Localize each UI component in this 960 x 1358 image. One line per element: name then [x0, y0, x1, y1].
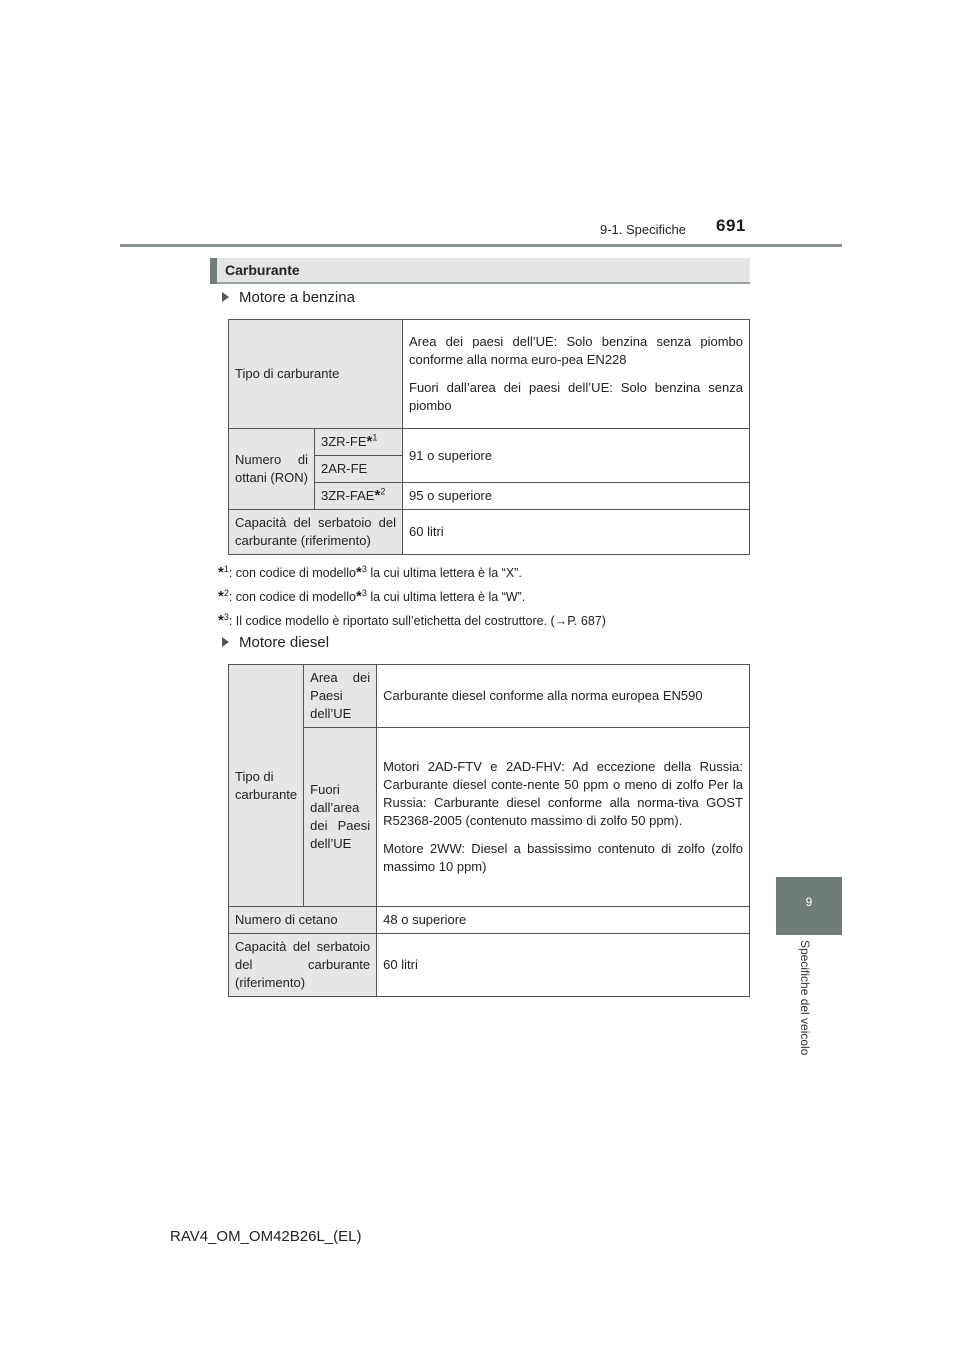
footnote-mark: * [218, 612, 224, 629]
footnote-ref: 3 [361, 563, 367, 574]
header-section: 9-1. Specifiche [600, 222, 686, 237]
footnote-text: : Il codice modello è riportato sull’etichetta del costruttore. (→P. 687) [228, 614, 606, 628]
triangle-bullet-icon [222, 292, 229, 302]
section-title-bar [210, 258, 750, 284]
footnote-mark: * [374, 487, 381, 504]
diesel-fuel-type-label: Tipo di carburante [229, 665, 304, 907]
diesel-heading [222, 634, 329, 651]
chapter-tab [776, 877, 842, 935]
table-row [229, 934, 750, 997]
tank-capacity-value: 60 litri [403, 510, 750, 555]
footnote-mark: * [356, 564, 362, 581]
section-title-marker [210, 258, 217, 284]
footnote-text: la cui ultima lettera è la “W”. [366, 590, 526, 604]
fuel-type-non-eu: Fuori dall’area dei paesi dell’UE: Solo benzina senza piombo [409, 380, 743, 413]
footnote-ref: 3 [361, 587, 367, 598]
footnote-ref: 2 [380, 486, 386, 497]
diesel-eu-value: Carburante diesel conforme alla norma europea EN590 [377, 665, 750, 728]
diesel-non-eu-value [377, 728, 750, 907]
chapter-number: 9 [805, 895, 813, 909]
diesel-spec-table [228, 664, 750, 997]
fuel-type-value [403, 320, 750, 429]
footnote-ref: 1 [372, 432, 378, 443]
footnote-2 [218, 588, 525, 605]
cetane-label: Numero di cetano [229, 907, 377, 934]
table-row [229, 510, 750, 555]
footnote-ref: 3 [223, 611, 229, 622]
petrol-heading [222, 289, 355, 306]
diesel-tank-capacity-value: 60 litri [377, 934, 750, 997]
octane-label: Numero di ottani (RON) [229, 429, 315, 510]
chapter-tab-label: Specifiche del veicolo [798, 940, 812, 1056]
diesel-eu-label: Area dei Paesi dell’UE [304, 665, 377, 728]
table-row [229, 320, 750, 429]
engine-code: 3ZR-FE [321, 434, 367, 449]
diesel-non-eu-2ww: Motore 2WW: Diesel a bassissimo contenuto di zolfo (zolfo massimo 10 ppm) [383, 841, 743, 874]
document-code: RAV4_OM_OM42B26L_(EL) [170, 1228, 362, 1245]
table-row [229, 665, 750, 728]
engine-2ar-fe: 2AR-FE [315, 456, 403, 483]
section-title: Carburante [225, 262, 300, 278]
table-row [229, 907, 750, 934]
engine-code: 3ZR-FAE [321, 488, 375, 503]
footnote-text: : con codice di modello [228, 590, 357, 604]
page-number: 691 [716, 216, 746, 235]
footnote-ref: 1 [223, 563, 229, 574]
octane-value-2: 95 o superiore [403, 483, 750, 510]
diesel-non-eu-label: Fuori dall’area dei Paesi dell’UE [304, 728, 377, 907]
header-rule [120, 244, 842, 247]
octane-value-1: 91 o superiore [403, 429, 750, 483]
footnote-3 [218, 612, 606, 629]
diesel-heading-text: Motore diesel [239, 634, 330, 651]
engine-3zr-fae [315, 483, 403, 510]
fuel-type-label: Tipo di carburante [229, 320, 403, 429]
petrol-spec-table [228, 319, 750, 555]
diesel-non-eu-2ad: Motori 2AD-FTV e 2AD-FHV: Ad eccezione della Russia: Carburante diesel conte-nente 50 ppm o meno di zolfo Per la Russia: Carburante diesel conforme alla norma-tiva GOST R52368-2005 (contenuto massimo di zolfo 50 ppm). [383, 759, 743, 828]
triangle-bullet-icon [222, 637, 229, 647]
diesel-tank-capacity-label: Capacità del serbatoio del carburante (riferimento) [229, 934, 377, 997]
footnote-mark: * [366, 433, 373, 450]
footnote-ref: 2 [223, 587, 229, 598]
engine-3zr-fe [315, 429, 403, 456]
petrol-heading-text: Motore a benzina [239, 289, 355, 306]
footnote-text: la cui ultima lettera è la “X”. [366, 566, 522, 580]
tank-capacity-label: Capacità del serbatoio del carburante (riferimento) [229, 510, 403, 555]
cetane-value: 48 o superiore [377, 907, 750, 934]
table-row [229, 429, 750, 456]
footnote-mark: * [356, 588, 362, 605]
footnote-1 [218, 564, 522, 581]
fuel-type-eu: Area dei paesi dell’UE: Solo benzina senza piombo conforme alla norma euro-pea EN228 [409, 334, 743, 367]
table-row [229, 728, 750, 907]
footnote-text: : con codice di modello [228, 566, 357, 580]
footnote-mark: * [218, 588, 224, 605]
footnote-mark: * [218, 564, 224, 581]
